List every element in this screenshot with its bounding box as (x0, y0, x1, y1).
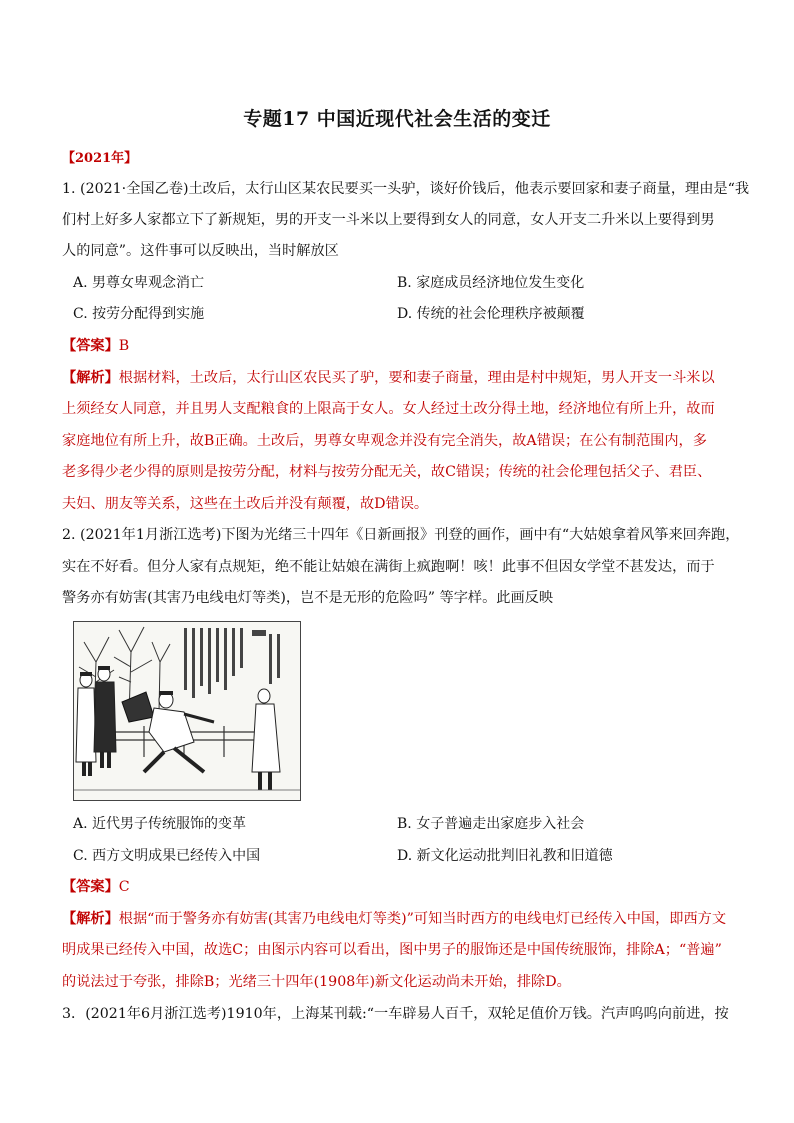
q2-analysis-line-1 (62, 908, 726, 928)
q1-analysis-line-3: 家庭地位有所上升，故B正确。土改后，男尊女卑观念并没有完全消失，故A错误；在公有制范围内，多 (62, 433, 707, 449)
q2-stem-line-3: 警务亦有妨害(其害乃电线电灯等类)，岂不是无形的危险吗” 等字样。此画反映 (62, 590, 554, 606)
q1-analysis-label: 【解析】 (62, 370, 119, 386)
section-heading-2021: 【2021年】 (62, 151, 138, 166)
q2-stem-line-1: 2. (2021年1月浙江选考)下图为光绪三十四年《日新画报》刊登的画作，画中有“大姑娘拿着风筝来回奔跑， (62, 527, 740, 543)
q2-answer (62, 876, 130, 896)
q1-answer-value: B (118, 338, 130, 354)
q2-analysis-text-1: 根据“而于警务亦有妨害(其害乃电线电灯等类)”可知当时西方的电线电灯已经传入中国，即西方文 (118, 911, 727, 927)
q1-answer-label: 【答案】 (62, 338, 119, 354)
q1-stem-line-1: 1. (2021·全国乙卷)土改后，太行山区某农民要买一头驴，谈好价钱后，他表示要回家和妻子商量，理由是“我 (62, 181, 750, 197)
q2-option-b: B. 女子普遍走出家庭步入社会 (397, 816, 585, 832)
q1-answer (62, 335, 129, 355)
q1-option-b: B. 家庭成员经济地位发生变化 (397, 275, 585, 291)
q2-option-d: D. 新文化运动批判旧礼教和旧道德 (397, 848, 613, 864)
q2-analysis-line-2: 明成果已经传入中国，故选C；由图示内容可以看出，图中男子的服饰还是中国传统服饰，排除A；“普遍” (62, 942, 722, 958)
q1-analysis-line-5: 夫妇、朋友等关系，这些在土改后并没有颠覆，故D错误。 (62, 496, 429, 512)
q2-option-a: A. 近代男子传统服饰的变革 (73, 816, 247, 832)
page-title: 专题17 中国近现代社会生活的变迁 (243, 108, 551, 130)
q1-stem-line-3: 人的同意”。这件事可以反映出，当时解放区 (62, 243, 339, 259)
q1-analysis-text-1: 根据材料，土改后，太行山区农民买了驴，要和妻子商量，理由是村中规矩，男人开支一斗米以 (118, 370, 715, 386)
q1-analysis-line-1 (62, 367, 715, 387)
q2-answer-value: C (118, 879, 130, 895)
q2-stem-line-2: 实在不好看。但分人家有点规矩，绝不能让姑娘在满街上疯跑啊！咳！此事不但因女学堂不甚发达，而于 (62, 559, 715, 575)
q1-analysis-line-2: 上须经女人同意，并且男人支配粮食的上限高于女人。女人经过土改分得土地，经济地位有所上升，故而 (62, 401, 715, 417)
q1-analysis-line-4: 老多得少老少得的原则是按劳分配，材料与按劳分配无关，故C错误；传统的社会伦理包括父子、君臣、 (62, 464, 712, 480)
q3-stem-line-1: 3．(2021年6月浙江选考)1910年，上海某刊载:“一车辟易人百千，双轮足值价万钱。汽声呜呜向前进，按 (62, 1006, 729, 1022)
q2-answer-label: 【答案】 (62, 879, 119, 895)
newspaper-illustration (73, 621, 301, 801)
q1-option-a: A. 男尊女卑观念消亡 (73, 275, 205, 291)
illustration-drawing (74, 622, 300, 800)
q2-analysis-label: 【解析】 (62, 911, 119, 927)
q1-option-c: C. 按劳分配得到实施 (73, 306, 205, 322)
q1-stem-line-2: 们村上好多人家都立下了新规矩，男的开支一斗米以上要得到女人的同意，女人开支二升米以上要得到男 (62, 212, 715, 228)
q2-option-c: C. 西方文明成果已经传入中国 (73, 848, 261, 864)
q2-analysis-line-3: 的说法过于夸张，排除B；光绪三十四年(1908年)新文化运动尚未开始，排除D。 (62, 974, 571, 990)
q1-option-d: D. 传统的社会伦理秩序被颠覆 (397, 306, 585, 322)
